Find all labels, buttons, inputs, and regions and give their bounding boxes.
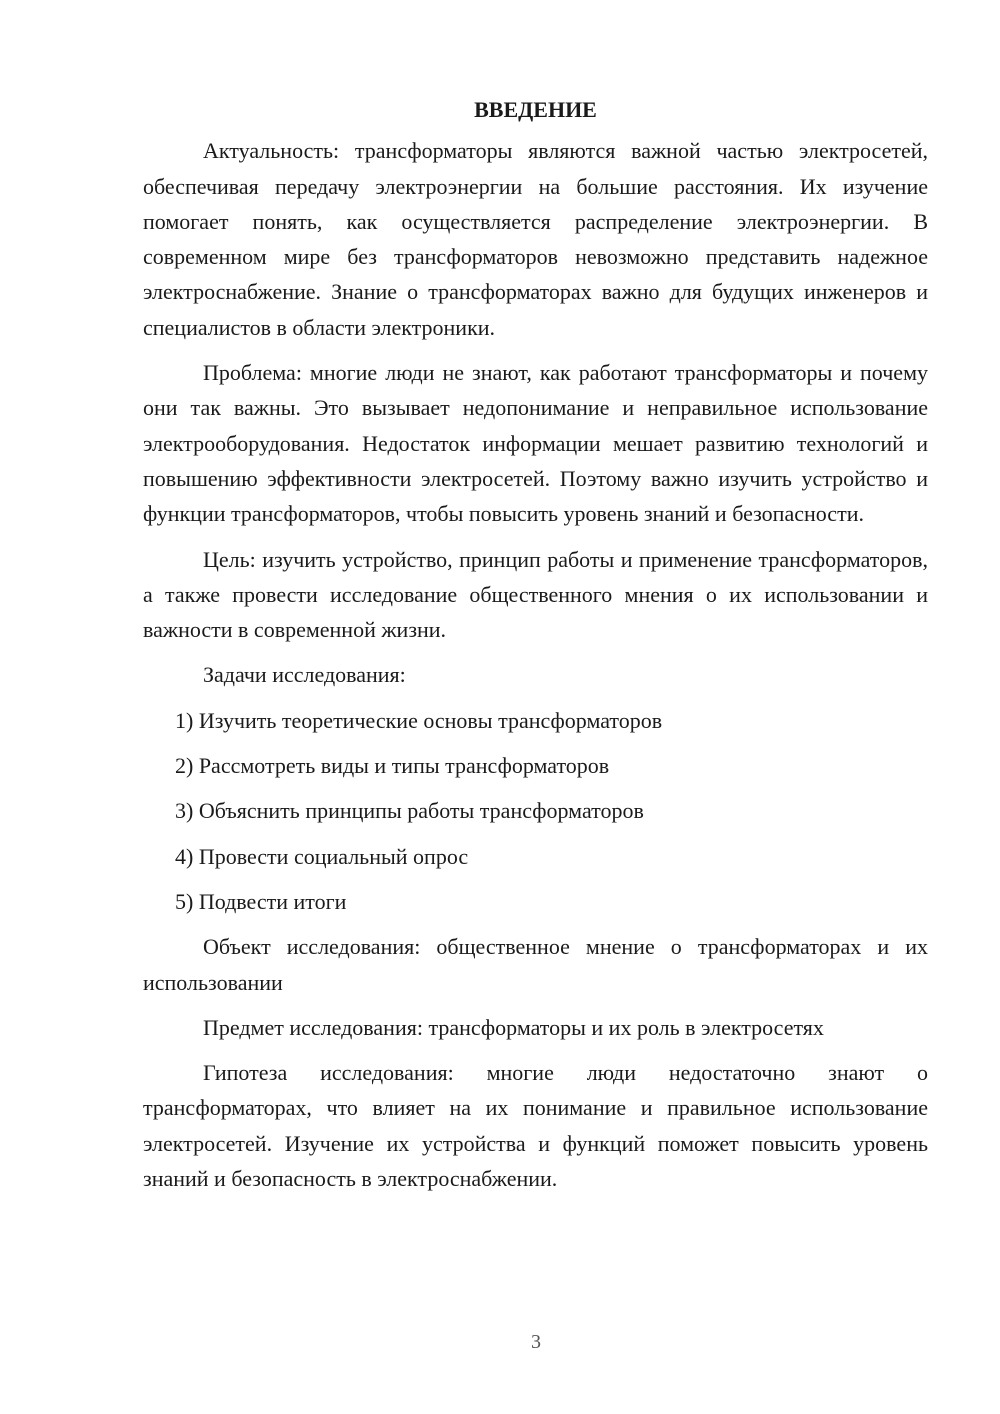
task-item-2: 2) Рассмотреть виды и типы трансформаторов [175, 753, 610, 779]
document-page [143, 92, 928, 1206]
goal-paragraph: Цель: изучить устройство, принцип работы и применение трансформаторов, а также провести исследование общественного мнения о их использовании и важности в современной жизни. [143, 546, 928, 643]
section-title: ВВЕДЕНИЕ [474, 97, 597, 122]
hypothesis-paragraph: Гипотеза исследования: многие люди недостаточно знают о трансформаторах, что влияет на их понимание и правильное использование электросетей. Изучение их устройства и функций поможет повысить уровень знаний и безопасность в электроснабжении. [143, 1060, 928, 1192]
task-item-1: 1) Изучить теоретические основы трансформаторов [175, 707, 663, 733]
task-item-3: 3) Объяснить принципы работы трансформаторов [175, 798, 644, 824]
relevance-paragraph: Актуальность: трансформаторы являются важной частью электросетей, обеспечивая передачу электроэнергии на большие расстояния. Их изучение помогает понять, как осуществляется распределение электроэнергии. В современном мире без трансформаторов невозможно представить надежное электроснабжение. Знание о трансформаторах важно для будущих инженеров и специалистов в области электроники. [143, 138, 928, 340]
object-paragraph: Объект исследования: общественное мнение о трансформаторах и их использовании [143, 934, 928, 995]
tasks-list [143, 703, 928, 919]
task-item-4: 4) Провести социальный опрос [175, 843, 469, 869]
tasks-heading: Задачи исследования: [203, 662, 406, 688]
task-item-5: 5) Подвести итоги [175, 888, 347, 914]
subject-paragraph: Предмет исследования: трансформаторы и их роль в электросетях [203, 1014, 824, 1040]
page-number: 3 [531, 1331, 541, 1353]
problem-paragraph: Проблема: многие люди не знают, как работают трансформаторы и почему они так важны. Это вызывает недопонимание и неправильное использование электрооборудования. Недостаток информации мешает развитию технологий и повышению эффективности электросетей. Поэтому важно изучить устройство и функции трансформаторов, чтобы повысить уровень знаний и безопасности. [143, 360, 928, 527]
